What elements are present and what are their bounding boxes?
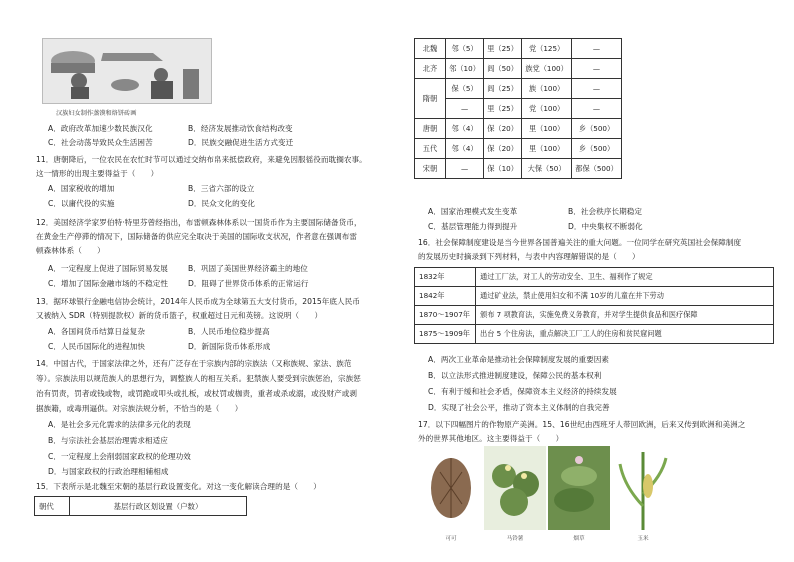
table-cell: 出台 5 个住房法，重点解决工厂工人的住房和贫民窟问题 <box>476 325 774 344</box>
q10-option-c: C．社会动荡导致民众生活困苦 <box>48 138 153 147</box>
table-cell: 乡（500） <box>572 119 622 139</box>
q14-option-d: D．与国家政权的行政治理相辅相成 <box>48 467 169 476</box>
q13-stem: 13．据环球银行金融电信协会统计，2014年人民币成为全球第五大支付货币，2015年底人民币 <box>36 297 360 306</box>
table-row <box>415 139 622 159</box>
q12-stem-cont: 在黄金生产停滞的情况下，国际储备的供应完全取决于美国的国际收支状况，作者意在强调布雷 <box>36 232 358 241</box>
table-row <box>415 59 622 79</box>
corn-icon <box>612 446 674 530</box>
table-cell: 北魏 <box>415 39 446 59</box>
tobacco-icon <box>548 446 610 530</box>
table-cell: 宋朝 <box>415 159 446 179</box>
table-cell: — <box>572 99 622 119</box>
q12-option-c: C．增加了国际金融市场的不稳定性 <box>48 279 169 288</box>
table-cell: 邻（5） <box>446 39 484 59</box>
table-cell: 闾（25） <box>484 79 522 99</box>
table-cell: 保（20） <box>484 139 522 159</box>
q15-option-b: B．社会秩序长期稳定 <box>568 207 643 216</box>
q15-table-header <box>34 496 247 516</box>
picture-label: 玉米 <box>637 536 649 542</box>
q12-stem-cont2: 顿森林体系（ ） <box>36 246 105 255</box>
q15-stem: 15．下表所示是北魏至宋朝的基层行政设置变化。对这一变化解读合理的是（ ） <box>36 482 321 491</box>
table-cell: 通过工厂法，对工人的劳动安全、卫生、福利作了规定 <box>476 268 774 287</box>
table-cell: — <box>572 39 622 59</box>
table-cell: 北齐 <box>415 59 446 79</box>
q16-option-d: D．实现了社会公平，推动了资本主义体制的自我完善 <box>428 403 610 412</box>
q13-option-d: D．新国际货币体系形成 <box>188 342 271 351</box>
q14-stem-cont3: 据族籍，或毒刑逼供。对宗族法规分析，不恰当的是（ ） <box>36 404 243 413</box>
table-cell: 族党（100） <box>522 59 572 79</box>
q12-option-a: A．一定程度上促进了国际贸易发展 <box>48 264 168 273</box>
q15-option-d: D．中央集权不断弱化 <box>568 222 643 231</box>
table-cell: 乡（500） <box>572 139 622 159</box>
picture-label: 烟草 <box>573 536 585 542</box>
q16-stem-cont: 的发展历史时摘录到下列材料，与表中内容理解错误的是（ ） <box>418 252 640 261</box>
q13-option-a: A．各国间货币结算日益复杂 <box>48 327 145 336</box>
q16-stem: 16．社会保障制度建设是当今世界各国普遍关注的重大问题。一位同学在研究英国社会保障制度 <box>418 238 742 247</box>
table-cell: 里（100） <box>522 119 572 139</box>
q16-option-a: A．两次工业革命是推动社会保障制度发展的重要因素 <box>428 355 610 364</box>
table-row <box>415 306 774 325</box>
q15-option-a: A．国家治理模式发生变革 <box>428 207 518 216</box>
table-cell: 邻（10） <box>446 59 484 79</box>
q14-option-a: A．是社会多元化需求的法律多元化的表现 <box>48 420 191 429</box>
q13-option-b: B．人民币地位稳步提高 <box>188 327 270 336</box>
table-header-dynasty: 朝代 <box>35 497 70 516</box>
social-security-table <box>414 267 774 344</box>
table-cell: 唐朝 <box>415 119 446 139</box>
table-cell: 保（20） <box>484 119 522 139</box>
picture-label: 可可 <box>445 536 457 542</box>
table-cell: 1875～1909年 <box>415 325 476 344</box>
table-row <box>415 159 622 179</box>
table-row <box>415 39 622 59</box>
brick-painting-image <box>42 38 212 104</box>
q14-option-b: B．与宗法社会基层治理需求相适应 <box>48 436 168 445</box>
table-cell: 里（25） <box>484 99 522 119</box>
q13-option-c: C．人民币国际化的进程加快 <box>48 342 146 351</box>
q17-stem: 17．以下四幅图片的作物原产美洲。15、16世纪由西班牙人带回欧洲，后来又传到欧洲和美洲之 <box>418 420 746 429</box>
picture-label: 马铃薯 <box>506 536 524 542</box>
q15-option-c: C．基层管理能力得到提升 <box>428 222 518 231</box>
q12-stem: 12．美国经济学家罗伯特·特里芬曾经指出，布雷顿森林体系以一国货币作为主要国际储备货币， <box>36 218 362 227</box>
cocoa-icon <box>420 446 482 530</box>
table-row <box>415 99 622 119</box>
table-cell: 里（100） <box>522 139 572 159</box>
admin-division-table <box>414 38 622 179</box>
table-cell: 党（125） <box>522 39 572 59</box>
table-cell: — <box>572 59 622 79</box>
table-cell: 保（10） <box>484 159 522 179</box>
table-cell: 邻（4） <box>446 119 484 139</box>
table-cell: 1842年 <box>415 287 476 306</box>
q12-option-d: D．阻碍了世界货币体系的正常运行 <box>188 279 309 288</box>
table-cell: — <box>446 99 484 119</box>
table-cell: 里（25） <box>484 39 522 59</box>
q11-option-a: A．国家税收的增加 <box>48 184 115 193</box>
table-cell: — <box>446 159 484 179</box>
q14-stem: 14．中国古代，于国家法律之外，还有广泛存在于宗族内部的宗族法（又称族规、家法、族范 <box>36 359 352 368</box>
q10-option-b: B．经济发展推动饮食结构改变 <box>188 124 293 133</box>
table-cell: 族（100） <box>522 79 572 99</box>
q11-option-b: B．三省六部的设立 <box>188 184 255 193</box>
potato-icon <box>484 446 546 530</box>
q11-stem: 11．唐朝降后，一位农民在农忙时节可以通过交纳布帛来抵偿政府，来避免因服徭役而耽搁农事。 <box>36 155 367 164</box>
table-cell: 通过矿业法，禁止使用妇女和不满 10岁的儿童在井下劳动 <box>476 287 774 306</box>
table-cell: 1832年 <box>415 268 476 287</box>
table-row <box>415 268 774 287</box>
q14-option-c: C．一定程度上会削弱国家政权的伦理功效 <box>48 452 191 461</box>
q16-option-b: B．以立法形式推进制度建设，保障公民的基本权利 <box>428 371 602 380</box>
table-cell: 邻（4） <box>446 139 484 159</box>
table-cell: 1870～1907年 <box>415 306 476 325</box>
q11-stem-cont: 这一情形的出现主要得益于（ ） <box>36 169 159 178</box>
table-cell: — <box>572 79 622 99</box>
q12-option-b: B．巩固了美国世界经济霸主的地位 <box>188 264 308 273</box>
table-cell: 闾（50） <box>484 59 522 79</box>
q10-option-d: D．民族交融促进生活方式变迁 <box>188 138 294 147</box>
q17-stem-cont: 外的世界其他地区。这主要得益于（ ） <box>418 434 564 443</box>
table-row <box>415 119 622 139</box>
table-cell: 保（5） <box>446 79 484 99</box>
table-cell: 大保（50） <box>522 159 572 179</box>
table-cell: 党（100） <box>522 99 572 119</box>
q10-option-a: A．政府改革加速少数民族汉化 <box>48 124 153 133</box>
table-cell: 五代 <box>415 139 446 159</box>
table-header-divisions: 基层行政区划设置（户数） <box>70 497 247 516</box>
q14-stem-cont: 等）。宗族法用以规范族人的思想行为，调整族人的相互关系。犯禁族人要受到宗族惩治，宗族惩 <box>36 374 361 383</box>
q13-stem-cont: 又被纳入 SDR（特别提款权）新的货币篮子，权重超过日元和英镑。这说明（ ） <box>36 311 323 320</box>
table-row <box>415 79 622 99</box>
table-cell: 都保（500） <box>572 159 622 179</box>
q16-option-c: C．有利于缓和社会矛盾，保障资本主义经济的持续发展 <box>428 387 617 396</box>
crop-pictures <box>414 446 774 546</box>
table-cell: 颁布 7 项教育法，实施免费义务教育，并对学生提供食品和医疗保障 <box>476 306 774 325</box>
table-row <box>415 287 774 306</box>
q14-stem-cont2: 治有罚责，罚者或钱或物，或罚跪或叩头或扎板，或杖罚或枷责，重者或杀或溺，或没财产或剥 <box>36 389 358 398</box>
q11-option-d: D．民众文化的变化 <box>188 199 256 208</box>
image-caption: 汉族妇女制作蒸馍和烙饼砖画 <box>56 110 137 117</box>
table-row <box>415 325 774 344</box>
q11-option-c: C．以庸代役的实施 <box>48 199 115 208</box>
table-cell: 隋朝 <box>415 79 446 119</box>
